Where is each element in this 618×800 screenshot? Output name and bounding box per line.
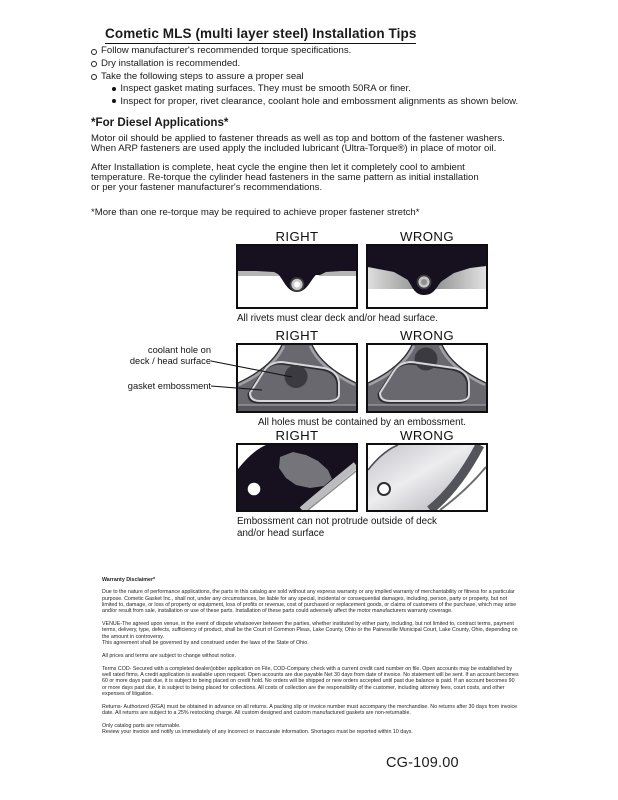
tip-text: Inspect for proper, rivet clearance, coolant hole and embossment alignments as shown below.: [120, 95, 519, 107]
bullet-icon: [112, 87, 116, 91]
diesel-section-heading: *For Diesel Applications*: [91, 116, 229, 129]
gasket-rivet-right-graphic: [238, 246, 356, 307]
legal-paragraph: Only catalog parts are returnable.: [102, 722, 181, 729]
tip-text: Take the following steps to assure a proper seal: [101, 70, 304, 82]
row2-caption: All holes must be contained by an embossment.: [257, 417, 467, 428]
wrong-label-row1: WRONG: [399, 229, 454, 244]
legal-paragraph: Due to the nature of performance applications, the parts in this catalog are sold without any express warranty or any implied warranty of merchantability or fitness for a particular purpose. Cometic Gasket Inc., shall not, under any circumstances, be liable for any special, incidental or consequential damages, including, person, party or property, but not limited to, damage, or loss of property or equipment, loss of profits or revenue, cost of purchased or replacement goods, or claims of customers of the purchase, which may arise and/or result from sale, installation or use of these parts. Installation of these parts could adversely affect the motor manufacturers warranty coverage.: [102, 589, 517, 615]
list-item: [91, 46, 518, 56]
coolant-hole-right-graphic: [238, 345, 356, 411]
warranty-heading: Warranty Disclaimer*: [102, 577, 156, 583]
coolant-hole-callout: [103, 345, 211, 367]
bullet-icon: [91, 49, 97, 55]
diagram-rivet-wrong-image: [366, 244, 488, 309]
gasket-rivet-wrong-graphic: [368, 246, 486, 307]
tip-text: Inspect gasket mating surfaces. They must be smooth 50RA or finer.: [120, 83, 411, 95]
tip-text: Follow manufacturer's recommended torque specifications.: [101, 45, 352, 56]
legal-paragraph: Terms COD- Secured with a completed dealer/jobber application on File, COD-Company check with a current credit card number on file. Open accounts may be established by well rated firms. A credit application is available upon request. Open accounts are due payable Net 30 days from date of invoice. No statement will be sent. If an account becomes 60 or more days past due, it is subject to being placed on credit hold. No orders will be shipped or new orders accepted until past due balance is paid. If an account becomes 90 or more days past due, it is subject to being placed for collections. All costs of collection are the responsibility of the customer, including attorney fees, court costs, and other expenses of litigation.: [102, 665, 519, 697]
paragraph-line: or per your fastener manufacturer's recommendations.: [91, 181, 323, 193]
diesel-paragraph-1: [91, 134, 505, 154]
callout-line: coolant hole on: [147, 345, 211, 355]
wrong-label-row2: WRONG: [399, 328, 454, 343]
embossment-wrong-graphic: [368, 445, 486, 510]
right-label-row3: RIGHT: [275, 428, 319, 443]
embossment-right-graphic: [238, 445, 356, 510]
paragraph-line: temperature. Re-torque the cylinder head fasteners in the same pattern as initial installation: [91, 171, 479, 183]
callout-line: deck / head surface: [129, 356, 211, 366]
caption-line: and/or head surface: [237, 528, 325, 540]
diesel-paragraph-2: [91, 163, 479, 192]
legal-paragraph: All prices and terms are subject to change without notice.: [102, 652, 236, 659]
gasket-embossment-callout: gasket embossment: [127, 381, 211, 391]
legal-paragraph: This agreement shall be governed by and construed under the laws of the State of Ohio.: [102, 640, 309, 647]
retorque-note: *More than one re-torque may be required to achieve proper fastener stretch*: [91, 207, 420, 218]
paragraph-line: When ARP fasteners are used apply the included lubricant (Ultra-Torque®) in place of motor oil.: [91, 142, 497, 154]
document-code: CG-109.00: [386, 755, 459, 771]
wrong-label-row3: WRONG: [399, 428, 454, 443]
paragraph-line: After Installation is complete, heat cycle the engine then let it completely cool to ambient: [91, 162, 465, 173]
legal-paragraph: Returns- Authorized (RGA) must be obtained in advance on all returns. A packing slip or invoice number must accompany the merchandise. No returns after 30 days from invoice date. All returns are subject to a 25% restocking charge. All custom designed and custom manufactured gaskets are non-returnable.: [102, 703, 518, 717]
diagram-embossment-wrong-image: [366, 443, 488, 512]
right-label-row2: RIGHT: [275, 328, 319, 343]
list-item: [91, 59, 518, 69]
caption-line: Embossment can not protrude outside of deck: [237, 516, 437, 527]
row3-caption: [237, 516, 437, 541]
bullet-icon: [112, 99, 116, 103]
row1-caption: All rivets must clear deck and/or head surface.: [237, 313, 438, 324]
list-item: [112, 97, 518, 107]
list-item: [91, 72, 518, 82]
legal-paragraph: Review your invoice and notify us immediately of any incorrect or inaccurate information. Shortages must be reported within 10 days.: [102, 729, 413, 736]
warranty-disclaimer-section: [102, 577, 520, 742]
paragraph-line: Motor oil should be applied to fastener threads as well as top and bottom of the fastener washers.: [91, 133, 505, 144]
diagram-embossment-right-image: [236, 443, 358, 512]
diagram-hole-wrong-image: [366, 343, 488, 413]
list-item: [112, 84, 518, 94]
installation-tips-list: [91, 46, 518, 109]
coolant-hole-wrong-graphic: [368, 345, 486, 411]
tip-text: Dry installation is recommended.: [101, 57, 241, 69]
right-label-row1: RIGHT: [275, 229, 319, 244]
bullet-icon: [91, 61, 97, 67]
diagram-rivet-right-image: [236, 244, 358, 309]
legal-paragraph: VENUE-The agreed upon venue, in the event of dispute whatsoever between the parties, whether instituted by either party, including, but not limited to, contract terms, payment terms, delivery, type, defects, sufficiency of product, shall be the Court of Common Pleas, Lake County, Ohio or the Painesville Municipal Court, Lake County, Ohio, depending on the amount in controversy.: [102, 621, 518, 640]
diagram-hole-right-image: [236, 343, 358, 413]
page-title: Cometic MLS (multi layer steel) Installation Tips: [105, 26, 416, 44]
bullet-icon: [91, 74, 97, 80]
